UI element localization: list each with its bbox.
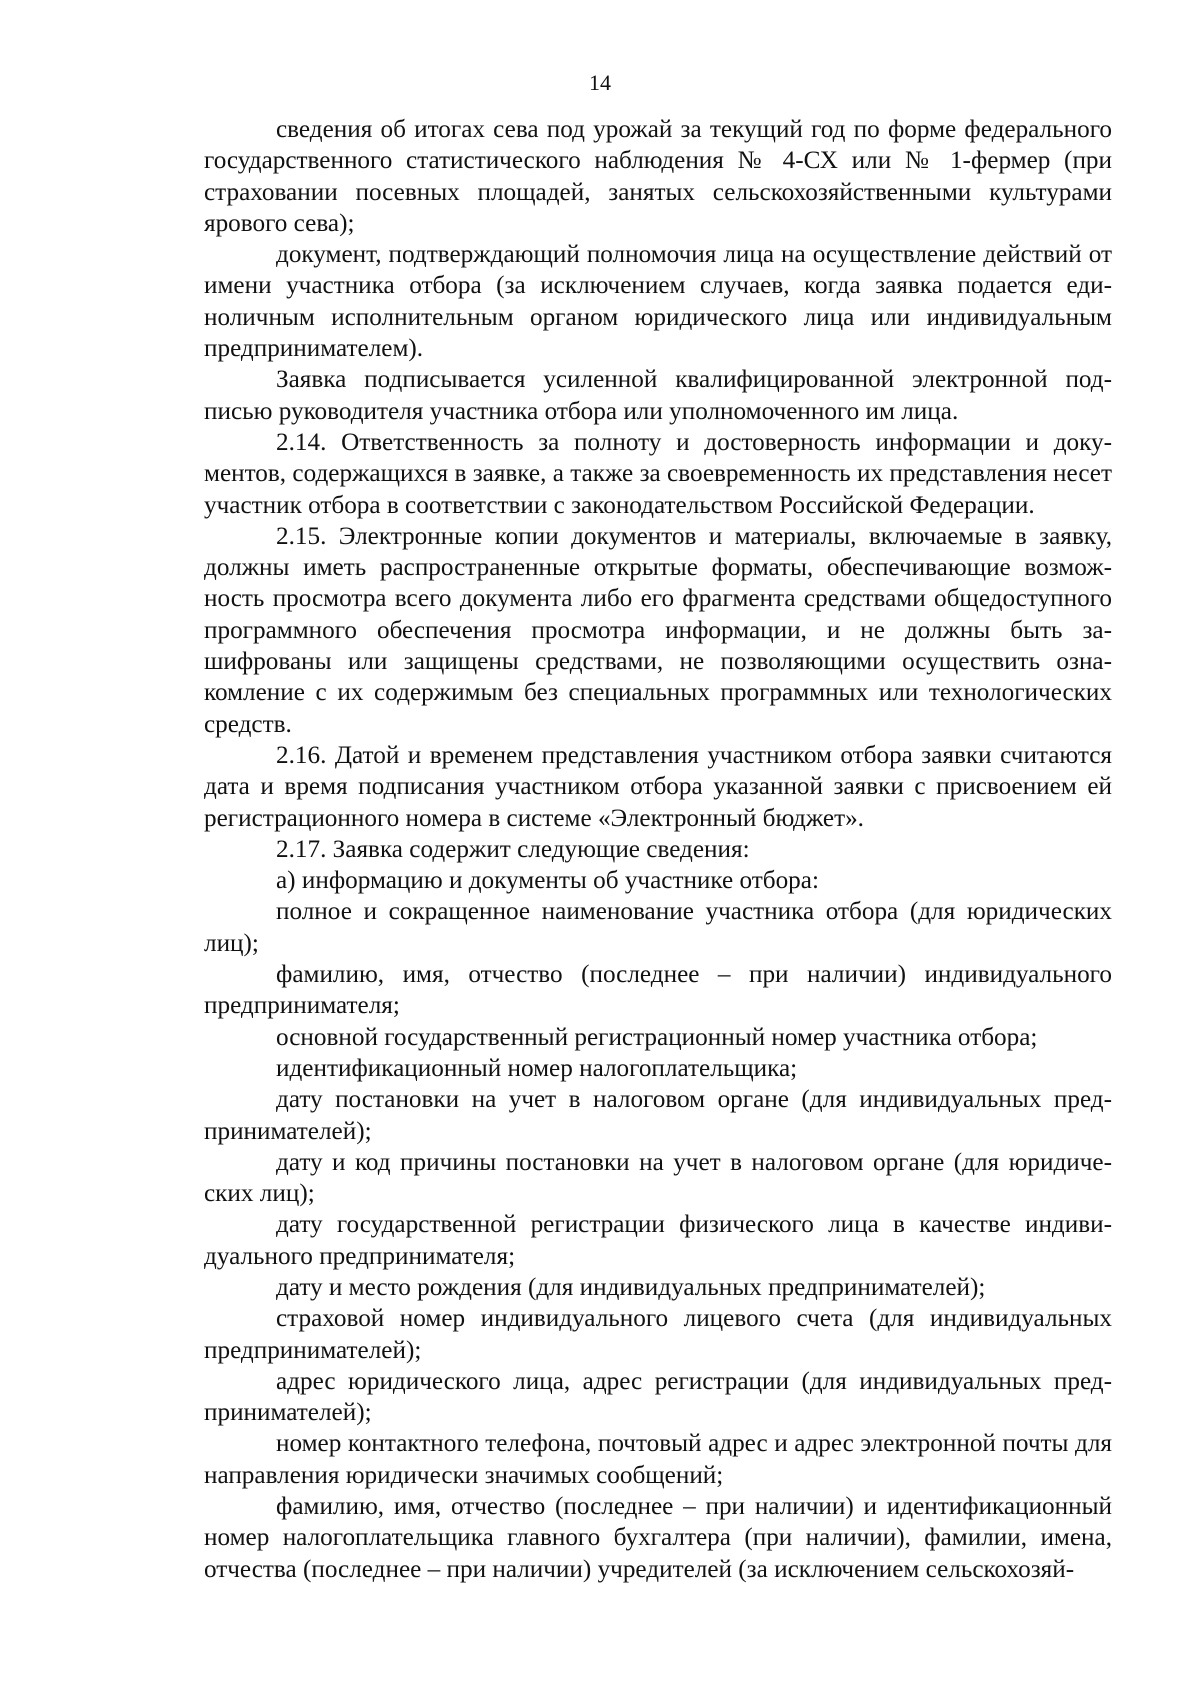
paragraph: а) информацию и документы об участнике отбора:: [276, 867, 819, 895]
paragraph: фамилию, имя, отчество (последнее – при наличии) индивидуального предпринимателя;: [204, 961, 1112, 1020]
paragraph: основной государственный регистрационный номер участника отбора;: [276, 1023, 1038, 1051]
paragraph: дату и место рождения (для индивидуальных предпринимателей);: [276, 1273, 986, 1301]
paragraph: документ, подтверждающий полномочия лица на осуществление действий от имени участника отбора (за исключением случаев, когда заявка подается единоличным исполнительным органом юридического лица или индивидуальным предпринимателем).: [204, 241, 1112, 363]
paragraph: дату и код причины постановки на учет в налоговом органе (для юридических лиц);: [204, 1148, 1112, 1208]
paragraph: идентификационный номер налогоплательщика;: [276, 1054, 798, 1082]
paragraph: 2.17. Заявка содержит следующие сведения:: [276, 835, 750, 863]
paragraph: Заявка подписывается усиленной квалифицированной электронной подписью руководителя участника отбора или уполномоченного им лица.: [204, 366, 1112, 425]
paragraph: 2.14. Ответственность за полноту и достоверность информации и документов, содержащихся в заявке, а также за своевременность их представления несет участник отбора в соответствии с законодательством Российской Федерации.: [204, 428, 1112, 519]
paragraph: дату постановки на учет в налоговом органе (для индивидуальных предпринимателей);: [204, 1086, 1112, 1145]
paragraph: фамилию, имя, отчество (последнее – при наличии) и идентификационный номер налогоплательщика главного бухгалтера (при наличии), фамилии, имена, отчества (последнее – при наличии) учредителей (за исключением сельскохозяй-: [204, 1493, 1112, 1583]
paragraph: страховой номер индивидуального лицевого счета (для индивидуальных предпринимателей);: [204, 1305, 1112, 1364]
paragraph: адрес юридического лица, адрес регистрации (для индивидуальных предпринимателей);: [204, 1367, 1112, 1427]
document-body: [204, 114, 1112, 1585]
paragraph: 2.16. Датой и временем представления участником отбора заявки считаются дата и время подписания участником отбора указанной заявки с присвоением ей регистрационного номера в системе «Электронный бюджет».: [204, 741, 1112, 832]
paragraph: сведения об итогах сева под урожай за текущий год по форме федерального государственного статистического наблюдения № 4-СХ или № 1-фермер (при страховании посевных площадей, занятых сельскохозяйственными культурами ярового сева);: [204, 116, 1112, 237]
paragraph: полное и сокращенное наименование участника отбора (для юридических лиц);: [204, 898, 1112, 957]
paragraph: номер контактного телефона, почтовый адрес и адрес электронной почты для направления юридически значимых сообщений;: [204, 1430, 1112, 1489]
page-number: 14: [589, 70, 611, 95]
paragraph: дату государственной регистрации физического лица в качестве индивидуального предпринимателя;: [204, 1211, 1112, 1270]
paragraph: 2.15. Электронные копии документов и материалы, включаемые в заявку, должны иметь распространенные открытые форматы, обеспечивающие возможность просмотра всего документа либо его фрагмента средствами общедоступного программного обеспечения просмотра информации, и не должны быть зашифрованы или защищены средствами, не позволяющими осуществить ознакомление с их содержимым без специальных программных или технологических средств.: [204, 522, 1112, 738]
